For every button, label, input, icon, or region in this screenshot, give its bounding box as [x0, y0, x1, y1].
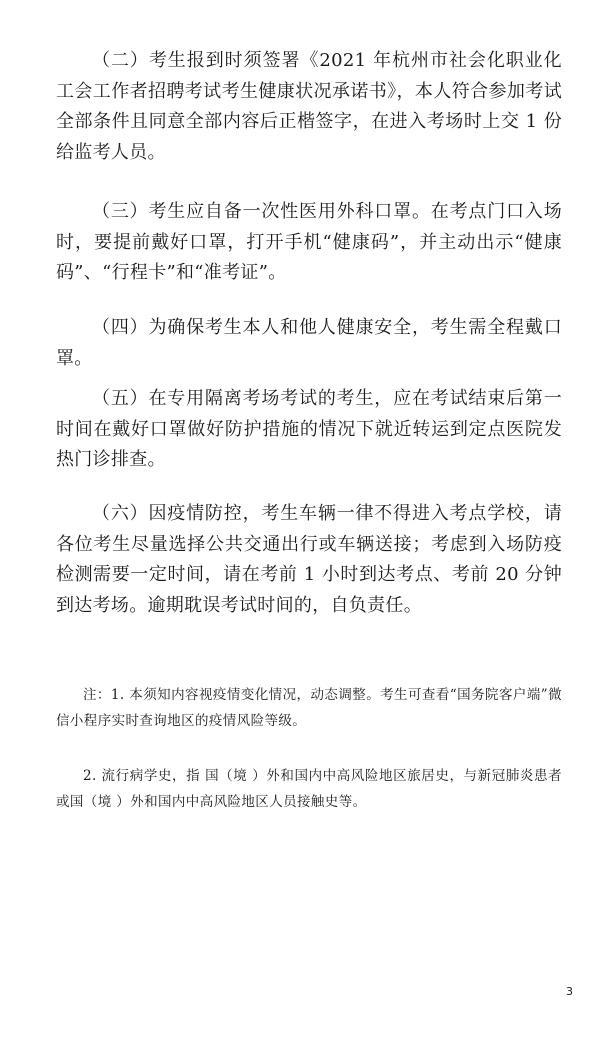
paragraph-mask-and-codes: （三）考生应自备一次性医用外科口罩。在考点门口入场时，要提前戴好口罩，打开手机“健康码”，并主动出示“健康码”、“行程卡”和“准考证”。 [56, 201, 562, 283]
note-1: 注：1. 本须知内容视疫情变化情况，动态调整。考生可查看“国务院客户端”微信小程序实时查询地区的疫情风险等级。 [56, 687, 562, 729]
page-number: 3 [566, 985, 573, 998]
paragraph-wear-mask: （四）为确保考生本人和他人健康安全，考生需全程戴口罩。 [56, 317, 562, 369]
paragraph-isolation-room: （五）在专用隔离考场考试的考生，应在考试结束后第一时间在戴好口罩做好防护措施的情况下就近转运到定点医院发热门诊排查。 [56, 388, 562, 470]
paragraph-vehicles-arrival: （六）因疫情防控，考生车辆一律不得进入考点学校，请各位考生尽量选择公共交通出行或车辆送接；考虑到入场防疫检测需要一定时间，请在考前 1 小时到达考点、考前 20 分钟到达考场。逾期耽误考试时间的，自负责任。 [56, 503, 562, 616]
paragraph-health-commitment: （二）考生报到时须签署《2021 年杭州市社会化职业化工会工作者招聘考试考生健康状况承诺书》，本人符合参加考试全部条件且同意全部内容后正楷签字，在进入考场时上交 1 份给监考人员。 [56, 50, 562, 163]
note-2: 2. 流行病学史，指 国（境 ）外和国内中高风险地区旅居史，与新冠肺炎患者或国（境 ）外和国内中高风险地区人员接触史等。 [56, 768, 562, 810]
